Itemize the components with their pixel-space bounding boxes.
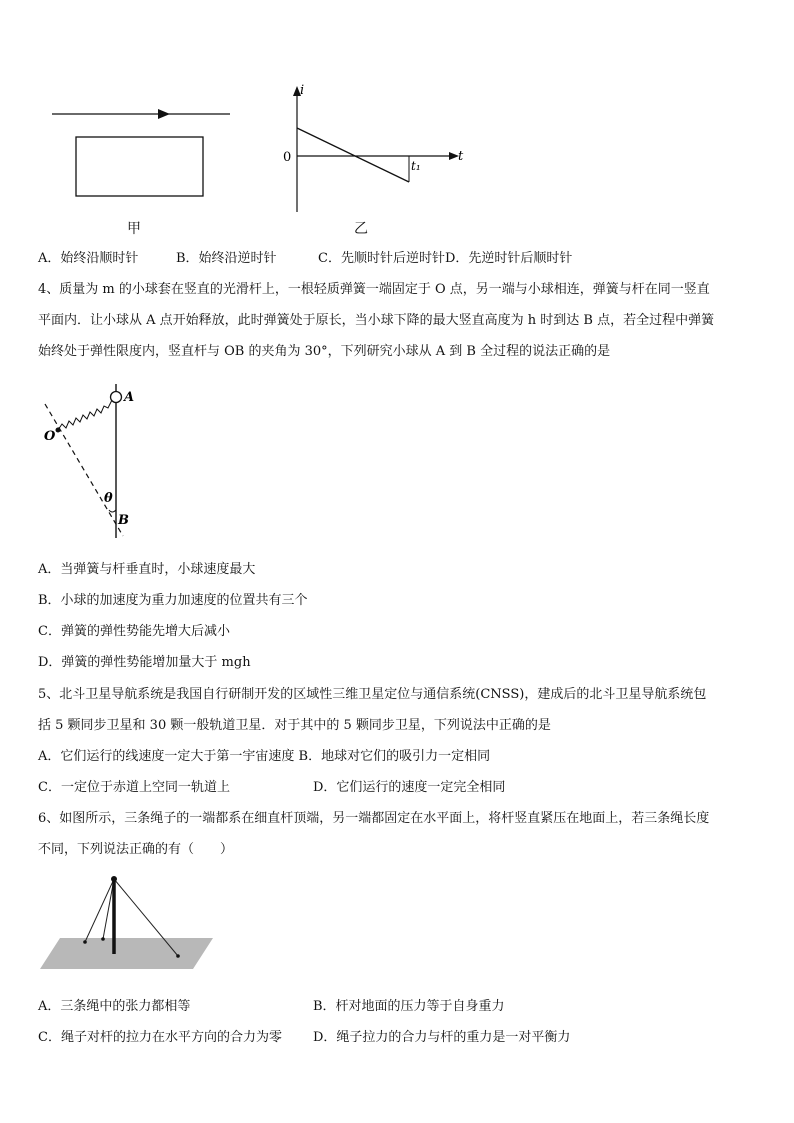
figure-jia	[40, 100, 240, 240]
q4-option-d: D．弹簧的弹性势能增加量大于 mgh	[38, 655, 251, 670]
current-arrow-icon	[158, 109, 170, 119]
figure-yi	[275, 80, 475, 220]
t-axis-label: t	[458, 149, 464, 164]
q5-option-c: C．一定位于赤道上空同一轨道上	[38, 780, 230, 795]
anchor-left	[83, 940, 87, 944]
q3-option-cd: C．先顺时针后逆时针D．先逆时针后顺时针	[318, 251, 573, 266]
ball-icon	[111, 392, 122, 403]
pole-top-knot	[111, 876, 117, 882]
q6-option-c: C．绳子对杆的拉力在水平方向的合力为零	[38, 1030, 282, 1045]
figure-yi-caption: 乙	[354, 221, 368, 237]
dashed-line-ob	[45, 404, 123, 536]
point-o-dot	[56, 428, 61, 433]
i-axis-label: i	[300, 83, 305, 98]
q5-stem-line-2: 括 5 颗同步卫星和 30 颗一般轨道卫星．对于其中的 5 颗同步卫星，下列说法中正确的是	[38, 718, 551, 733]
q4-option-a: A．当弹簧与杆垂直时，小球速度最大	[38, 562, 256, 577]
figure-spring-rod	[38, 378, 158, 543]
q4-stem-line-3: 始终处于弹性限度内，竖直杆与 OB 的夹角为 30°，下列研究小球从 A 到 B 全过程的说法正确的是	[38, 344, 611, 359]
q6-option-d: D．绳子拉力的合力与杆的重力是一对平衡力	[313, 1030, 571, 1045]
coil-rectangle	[76, 137, 203, 196]
label-a: A	[124, 390, 135, 405]
q4-option-b: B．小球的加速度为重力加速度的位置共有三个	[38, 593, 308, 608]
t1-label: t₁	[411, 159, 421, 173]
q6-option-a: A．三条绳中的张力都相等	[38, 999, 191, 1014]
q3-option-a: A．始终沿顺时针	[38, 251, 139, 266]
q4-stem-line-1: 4、质量为 m 的小球套在竖直的光滑杆上，一根轻质弹簧一端固定于 O 点，另一端与小球相连，弹簧与杆在同一竖直	[38, 282, 710, 297]
spring-icon	[58, 400, 112, 430]
q6-option-b: B．杆对地面的压力等于自身重力	[313, 999, 505, 1014]
label-o: O	[44, 429, 56, 444]
q5-option-ab: A．它们运行的线速度一定大于第一宇宙速度 B．地球对它们的吸引力一定相同	[38, 749, 491, 764]
q5-stem-line-1: 5、北斗卫星导航系统是我国自行研制开发的区域性三维卫星定位与通信系统(CNSS)，建成后的北斗卫星导航系统包	[38, 687, 707, 702]
q3-option-b: B．始终沿逆时针	[176, 251, 277, 266]
angle-arc	[109, 510, 116, 512]
q4-stem-line-2: 平面内．让小球从 A 点开始释放，此时弹簧处于原长，当小球下降的最大竖直高度为 h 时到达 B 点，若全过程中弹簧	[38, 313, 715, 328]
rope-left	[85, 879, 114, 942]
q6-stem-line-1: 6、如图所示，三条绳子的一端都系在细直杆顶端，另一端都固定在水平面上，将杆竖直紧压在地面上，若三条绳长度	[38, 811, 710, 826]
anchor-middle	[101, 937, 105, 941]
q4-option-c: C．弹簧的弹性势能先增大后减小	[38, 624, 230, 639]
figure-pole-ropes	[38, 872, 216, 977]
current-graph-line	[297, 128, 409, 182]
q5-option-d: D．它们运行的速度一定完全相同	[313, 780, 506, 795]
label-theta: θ	[104, 491, 113, 506]
label-b: B	[118, 513, 129, 528]
ground-plane	[40, 938, 213, 969]
anchor-right	[176, 954, 180, 958]
figure-jia-caption: 甲	[127, 221, 141, 237]
q6-stem-line-2: 不同，下列说法正确的有（ ）	[38, 842, 234, 857]
origin-label: 0	[283, 150, 292, 165]
